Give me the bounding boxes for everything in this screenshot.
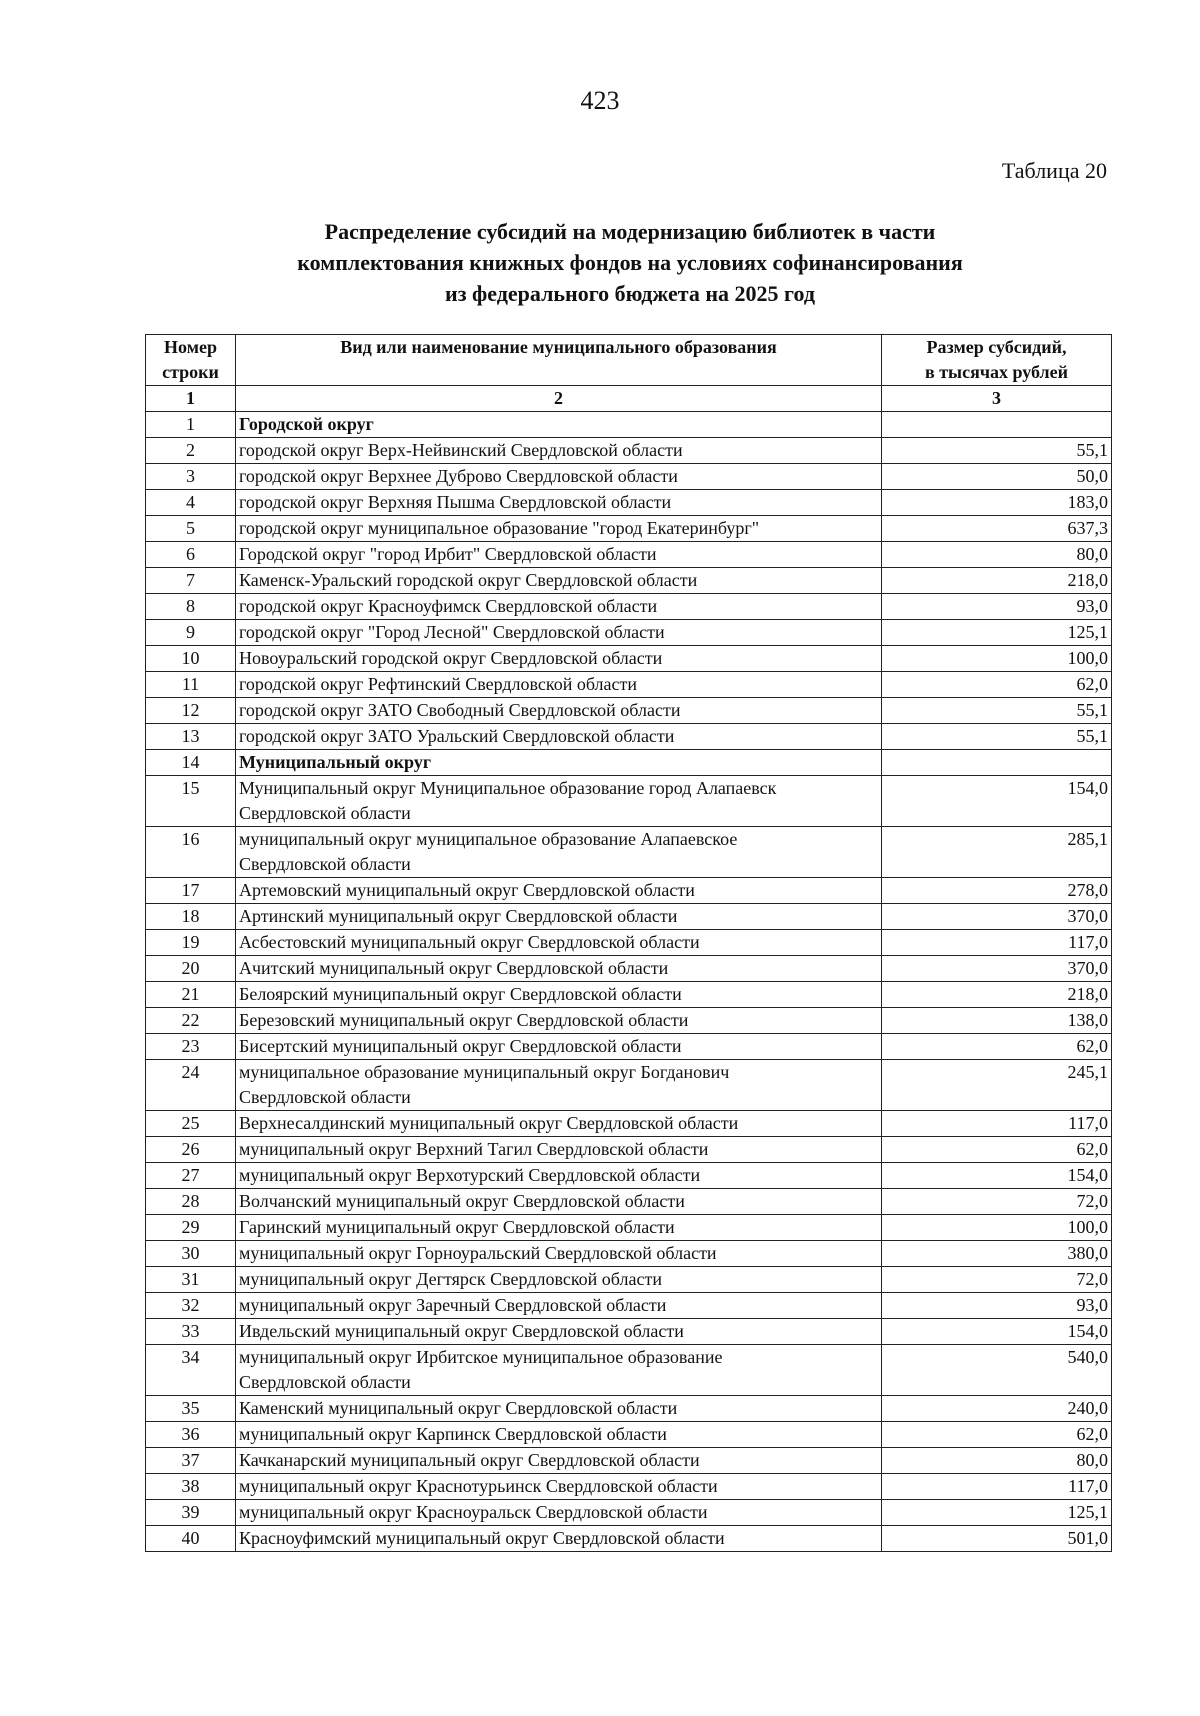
row-number: 26: [146, 1137, 236, 1163]
table-row: [146, 620, 1112, 646]
municipality-name-line: Городской округ "город Ирбит" Свердловской области: [239, 544, 657, 564]
municipality-name: [236, 698, 882, 724]
row-number: 37: [146, 1448, 236, 1474]
row-number: 11: [146, 672, 236, 698]
header-row-number-line2: строки: [162, 362, 219, 382]
row-number: 31: [146, 1267, 236, 1293]
municipality-name-line: муниципальный округ Ирбитское муниципальное образование: [239, 1347, 723, 1367]
municipality-name: [236, 878, 882, 904]
row-number: 24: [146, 1060, 236, 1111]
subsidy-amount: 637,3: [882, 516, 1112, 542]
municipality-name: [236, 1034, 882, 1060]
table-row: [146, 1500, 1112, 1526]
table-row: [146, 982, 1112, 1008]
municipality-name-line: муниципальный округ Дегтярск Свердловской области: [239, 1269, 662, 1289]
table-row: [146, 516, 1112, 542]
subsidy-amount: 55,1: [882, 438, 1112, 464]
municipality-name-line: Свердловской области: [239, 1372, 411, 1392]
municipality-name-line: Свердловской области: [239, 1087, 411, 1107]
page-number: 423: [580, 86, 620, 115]
municipality-name: [236, 724, 882, 750]
table-row: [146, 1267, 1112, 1293]
table-row: [146, 827, 1112, 878]
municipality-name: [236, 1111, 882, 1137]
subsidy-amount: 245,1: [882, 1060, 1112, 1111]
table-row: [146, 1111, 1112, 1137]
table-row: [146, 646, 1112, 672]
table-row: [146, 698, 1112, 724]
municipality-name: [236, 438, 882, 464]
row-number: 34: [146, 1345, 236, 1396]
municipality-name-line: городской округ ЗАТО Уральский Свердловской области: [239, 726, 675, 746]
municipality-name-line: Свердловской области: [239, 803, 411, 823]
section-row: [146, 750, 1112, 776]
subsidy-amount: 80,0: [882, 1448, 1112, 1474]
table-row: [146, 1345, 1112, 1396]
table-row: [146, 1034, 1112, 1060]
row-number: 1: [146, 412, 236, 438]
municipality-name: [236, 1500, 882, 1526]
table-row: [146, 542, 1112, 568]
municipality-name-line: городской округ ЗАТО Свободный Свердловской области: [239, 700, 681, 720]
municipality-name-line: Ачитский муниципальный округ Свердловской области: [239, 958, 669, 978]
table-row: [146, 1241, 1112, 1267]
row-number: 23: [146, 1034, 236, 1060]
subsidy-amount: 540,0: [882, 1345, 1112, 1396]
municipality-name: [236, 982, 882, 1008]
row-number: 33: [146, 1319, 236, 1345]
municipality-name-line: муниципальный округ Верхотурский Свердловской области: [239, 1165, 701, 1185]
municipality-name-line: Бисертский муниципальный округ Свердловской области: [239, 1036, 682, 1056]
table-row: [146, 438, 1112, 464]
table-row: [146, 1474, 1112, 1500]
table-row: [146, 1396, 1112, 1422]
table-row: [146, 1448, 1112, 1474]
table-row: [146, 1422, 1112, 1448]
subsidy-amount: 154,0: [882, 776, 1112, 827]
row-number: 13: [146, 724, 236, 750]
subsidy-amount: 62,0: [882, 672, 1112, 698]
municipality-name: [236, 1241, 882, 1267]
row-number: 38: [146, 1474, 236, 1500]
row-number: 28: [146, 1189, 236, 1215]
document-title: [150, 216, 1110, 309]
row-number: 35: [146, 1396, 236, 1422]
row-number: 2: [146, 438, 236, 464]
table-row: [146, 1526, 1112, 1552]
row-number: 29: [146, 1215, 236, 1241]
municipality-name-line: Новоуральский городской округ Свердловской области: [239, 648, 663, 668]
subsidy-amount: 370,0: [882, 904, 1112, 930]
column-index: 3: [882, 386, 1112, 412]
municipality-name: [236, 542, 882, 568]
table-row: [146, 956, 1112, 982]
subsidy-amount: 154,0: [882, 1319, 1112, 1345]
subsidy-amount: 62,0: [882, 1137, 1112, 1163]
municipality-name-line: городской округ Красноуфимск Свердловской области: [239, 596, 658, 616]
municipality-name: [236, 1474, 882, 1500]
column-index: 1: [146, 386, 236, 412]
table-row: [146, 672, 1112, 698]
municipality-name-line: Волчанский муниципальный округ Свердловской области: [239, 1191, 685, 1211]
row-number: 21: [146, 982, 236, 1008]
row-number: 27: [146, 1163, 236, 1189]
municipality-name: [236, 1163, 882, 1189]
municipality-name-line: Артинский муниципальный округ Свердловской области: [239, 906, 678, 926]
municipality-name-line: Березовский муниципальный округ Свердловской области: [239, 1010, 689, 1030]
municipality-name-line: муниципальный округ Краснотурьинск Свердловской области: [239, 1476, 718, 1496]
municipality-name-line: Ивдельский муниципальный округ Свердловской области: [239, 1321, 684, 1341]
row-number: 6: [146, 542, 236, 568]
row-number: 5: [146, 516, 236, 542]
subsidy-amount: 80,0: [882, 542, 1112, 568]
municipality-name: [236, 1189, 882, 1215]
municipality-name: [236, 904, 882, 930]
municipality-name: [236, 1137, 882, 1163]
table-row: [146, 594, 1112, 620]
row-number: 30: [146, 1241, 236, 1267]
municipality-name-line: Каменский муниципальный округ Свердловской области: [239, 1398, 678, 1418]
table-row: [146, 904, 1112, 930]
municipality-name-line: муниципальный округ Заречный Свердловской области: [239, 1295, 667, 1315]
subsidy-amount: 285,1: [882, 827, 1112, 878]
subsidy-amount: 72,0: [882, 1189, 1112, 1215]
subsidy-amount: 62,0: [882, 1422, 1112, 1448]
municipality-name-line: Красноуфимский муниципальный округ Свердловской области: [239, 1528, 725, 1548]
municipality-name: [236, 672, 882, 698]
subsidy-amount: 154,0: [882, 1163, 1112, 1189]
row-number: 25: [146, 1111, 236, 1137]
subsidy-amount: 278,0: [882, 878, 1112, 904]
header-row-number: [146, 335, 236, 386]
table-row: [146, 1163, 1112, 1189]
table-row: [146, 1060, 1112, 1111]
municipality-name: [236, 1319, 882, 1345]
row-number: 8: [146, 594, 236, 620]
municipality-name-line: городской округ Верхнее Дуброво Свердловской области: [239, 466, 678, 486]
municipality-name-line: муниципальный округ Карпинск Свердловской области: [239, 1424, 667, 1444]
row-number: 18: [146, 904, 236, 930]
municipality-name-line: городской округ Верхняя Пышма Свердловской области: [239, 492, 672, 512]
table-row: [146, 1008, 1112, 1034]
municipality-name-line: Артемовский муниципальный округ Свердловской области: [239, 880, 695, 900]
row-number: 36: [146, 1422, 236, 1448]
table-row: [146, 776, 1112, 827]
row-number: 15: [146, 776, 236, 827]
municipality-name: [236, 776, 882, 827]
subsidy-amount: 138,0: [882, 1008, 1112, 1034]
table-row: [146, 724, 1112, 750]
municipality-name: [236, 956, 882, 982]
row-number: 9: [146, 620, 236, 646]
municipality-name: [236, 1526, 882, 1552]
table-row: [146, 930, 1112, 956]
municipality-name: [236, 1060, 882, 1111]
subsidy-amount: 501,0: [882, 1526, 1112, 1552]
municipality-name: [236, 1422, 882, 1448]
row-number: 3: [146, 464, 236, 490]
municipality-name: [236, 516, 882, 542]
row-number: 10: [146, 646, 236, 672]
subsidy-amount: 117,0: [882, 1474, 1112, 1500]
header-amount-line2: в тысячах рублей: [924, 362, 1069, 382]
row-number: 12: [146, 698, 236, 724]
subsidy-amount: 93,0: [882, 1293, 1112, 1319]
subsidy-amount: [882, 412, 1112, 438]
municipality-name-line: городской округ Рефтинский Свердловской области: [239, 674, 638, 694]
subsidy-amount: 218,0: [882, 982, 1112, 1008]
municipality-name: [236, 1293, 882, 1319]
subsidy-amount: 117,0: [882, 930, 1112, 956]
table-row: [146, 1189, 1112, 1215]
table-row: [146, 464, 1112, 490]
municipality-name-line: Каменск-Уральский городской округ Свердловской области: [239, 570, 698, 590]
municipality-name-line: Асбестовский муниципальный округ Свердловской области: [239, 932, 700, 952]
row-number: 7: [146, 568, 236, 594]
title-line: из федерального бюджета на 2025 год: [445, 281, 815, 306]
municipality-name: [236, 646, 882, 672]
municipality-name: [236, 490, 882, 516]
subsidy-amount: 380,0: [882, 1241, 1112, 1267]
municipality-name-line: муниципальный округ муниципальное образование Алапаевское: [239, 829, 738, 849]
header-amount-line1: Размер субсидий,: [926, 337, 1067, 357]
header-name: Вид или наименование муниципального образования: [236, 335, 882, 386]
subsidy-amount: 117,0: [882, 1111, 1112, 1137]
municipality-name-line: городской округ муниципальное образование "город Екатеринбург": [239, 518, 760, 538]
municipality-name-line: Муниципальный округ: [239, 752, 431, 772]
header-amount: [882, 335, 1112, 386]
table-body: [146, 412, 1112, 1552]
table-row: [146, 1293, 1112, 1319]
municipality-name: [236, 464, 882, 490]
header-row: [146, 335, 1112, 386]
subsidy-amount: 125,1: [882, 620, 1112, 646]
row-number: 20: [146, 956, 236, 982]
column-index-row: [146, 386, 1112, 412]
municipality-name-line: муниципальный округ Горноуральский Свердловской области: [239, 1243, 717, 1263]
municipality-name: [236, 1448, 882, 1474]
municipality-name: [236, 620, 882, 646]
row-number: 19: [146, 930, 236, 956]
municipality-name-line: городской округ "Город Лесной" Свердловской области: [239, 622, 665, 642]
table-row: [146, 490, 1112, 516]
table-row: [146, 878, 1112, 904]
header-row-number-line1: Номер: [164, 337, 217, 357]
title-line: комплектования книжных фондов на условиях софинансирования: [297, 250, 963, 275]
title-line: Распределение субсидий на модернизацию библиотек в части: [324, 219, 936, 244]
row-number: 39: [146, 1500, 236, 1526]
section-row: [146, 412, 1112, 438]
municipality-name-line: Белоярский муниципальный округ Свердловской области: [239, 984, 682, 1004]
table-row: [146, 568, 1112, 594]
subsidy-amount: 50,0: [882, 464, 1112, 490]
column-index: 2: [236, 386, 882, 412]
subsidy-amount: 100,0: [882, 646, 1112, 672]
municipality-name-line: городской округ Верх-Нейвинский Свердловской области: [239, 440, 683, 460]
subsidy-amount: 55,1: [882, 724, 1112, 750]
row-number: 22: [146, 1008, 236, 1034]
municipality-name-line: муниципальное образование муниципальный округ Богданович: [239, 1062, 730, 1082]
municipality-name: [236, 1215, 882, 1241]
row-number: 14: [146, 750, 236, 776]
subsidies-table: [145, 334, 1112, 1552]
subsidy-amount: 55,1: [882, 698, 1112, 724]
municipality-name: [236, 930, 882, 956]
municipality-name-line: Городской округ: [239, 414, 374, 434]
municipality-name-line: муниципальный округ Красноуральск Свердловской области: [239, 1502, 708, 1522]
municipality-name: [236, 594, 882, 620]
municipality-name: [236, 568, 882, 594]
table-label: Таблица 20: [1001, 158, 1107, 183]
row-number: 16: [146, 827, 236, 878]
subsidy-amount: 370,0: [882, 956, 1112, 982]
row-number: 4: [146, 490, 236, 516]
subsidy-amount: 93,0: [882, 594, 1112, 620]
subsidy-amount: 100,0: [882, 1215, 1112, 1241]
municipality-name-line: Муниципальный округ Муниципальное образование город Алапаевск: [239, 778, 777, 798]
municipality-name-line: Качканарский муниципальный округ Свердловской области: [239, 1450, 700, 1470]
municipality-name: [236, 1267, 882, 1293]
municipality-name: [236, 412, 882, 438]
municipality-name: [236, 1008, 882, 1034]
subsidy-amount: 183,0: [882, 490, 1112, 516]
subsidy-amount: 62,0: [882, 1034, 1112, 1060]
subsidy-amount: 72,0: [882, 1267, 1112, 1293]
subsidy-amount: 240,0: [882, 1396, 1112, 1422]
municipality-name-line: Верхнесалдинский муниципальный округ Свердловской области: [239, 1113, 739, 1133]
municipality-name-line: Свердловской области: [239, 854, 411, 874]
municipality-name-line: муниципальный округ Верхний Тагил Свердловской области: [239, 1139, 709, 1159]
municipality-name: [236, 827, 882, 878]
municipality-name: [236, 1345, 882, 1396]
table-row: [146, 1319, 1112, 1345]
table-row: [146, 1137, 1112, 1163]
subsidy-amount: [882, 750, 1112, 776]
table-row: [146, 1215, 1112, 1241]
row-number: 32: [146, 1293, 236, 1319]
municipality-name: [236, 750, 882, 776]
subsidy-amount: 218,0: [882, 568, 1112, 594]
subsidy-amount: 125,1: [882, 1500, 1112, 1526]
municipality-name-line: Гаринский муниципальный округ Свердловской области: [239, 1217, 675, 1237]
row-number: 17: [146, 878, 236, 904]
municipality-name: [236, 1396, 882, 1422]
row-number: 40: [146, 1526, 236, 1552]
